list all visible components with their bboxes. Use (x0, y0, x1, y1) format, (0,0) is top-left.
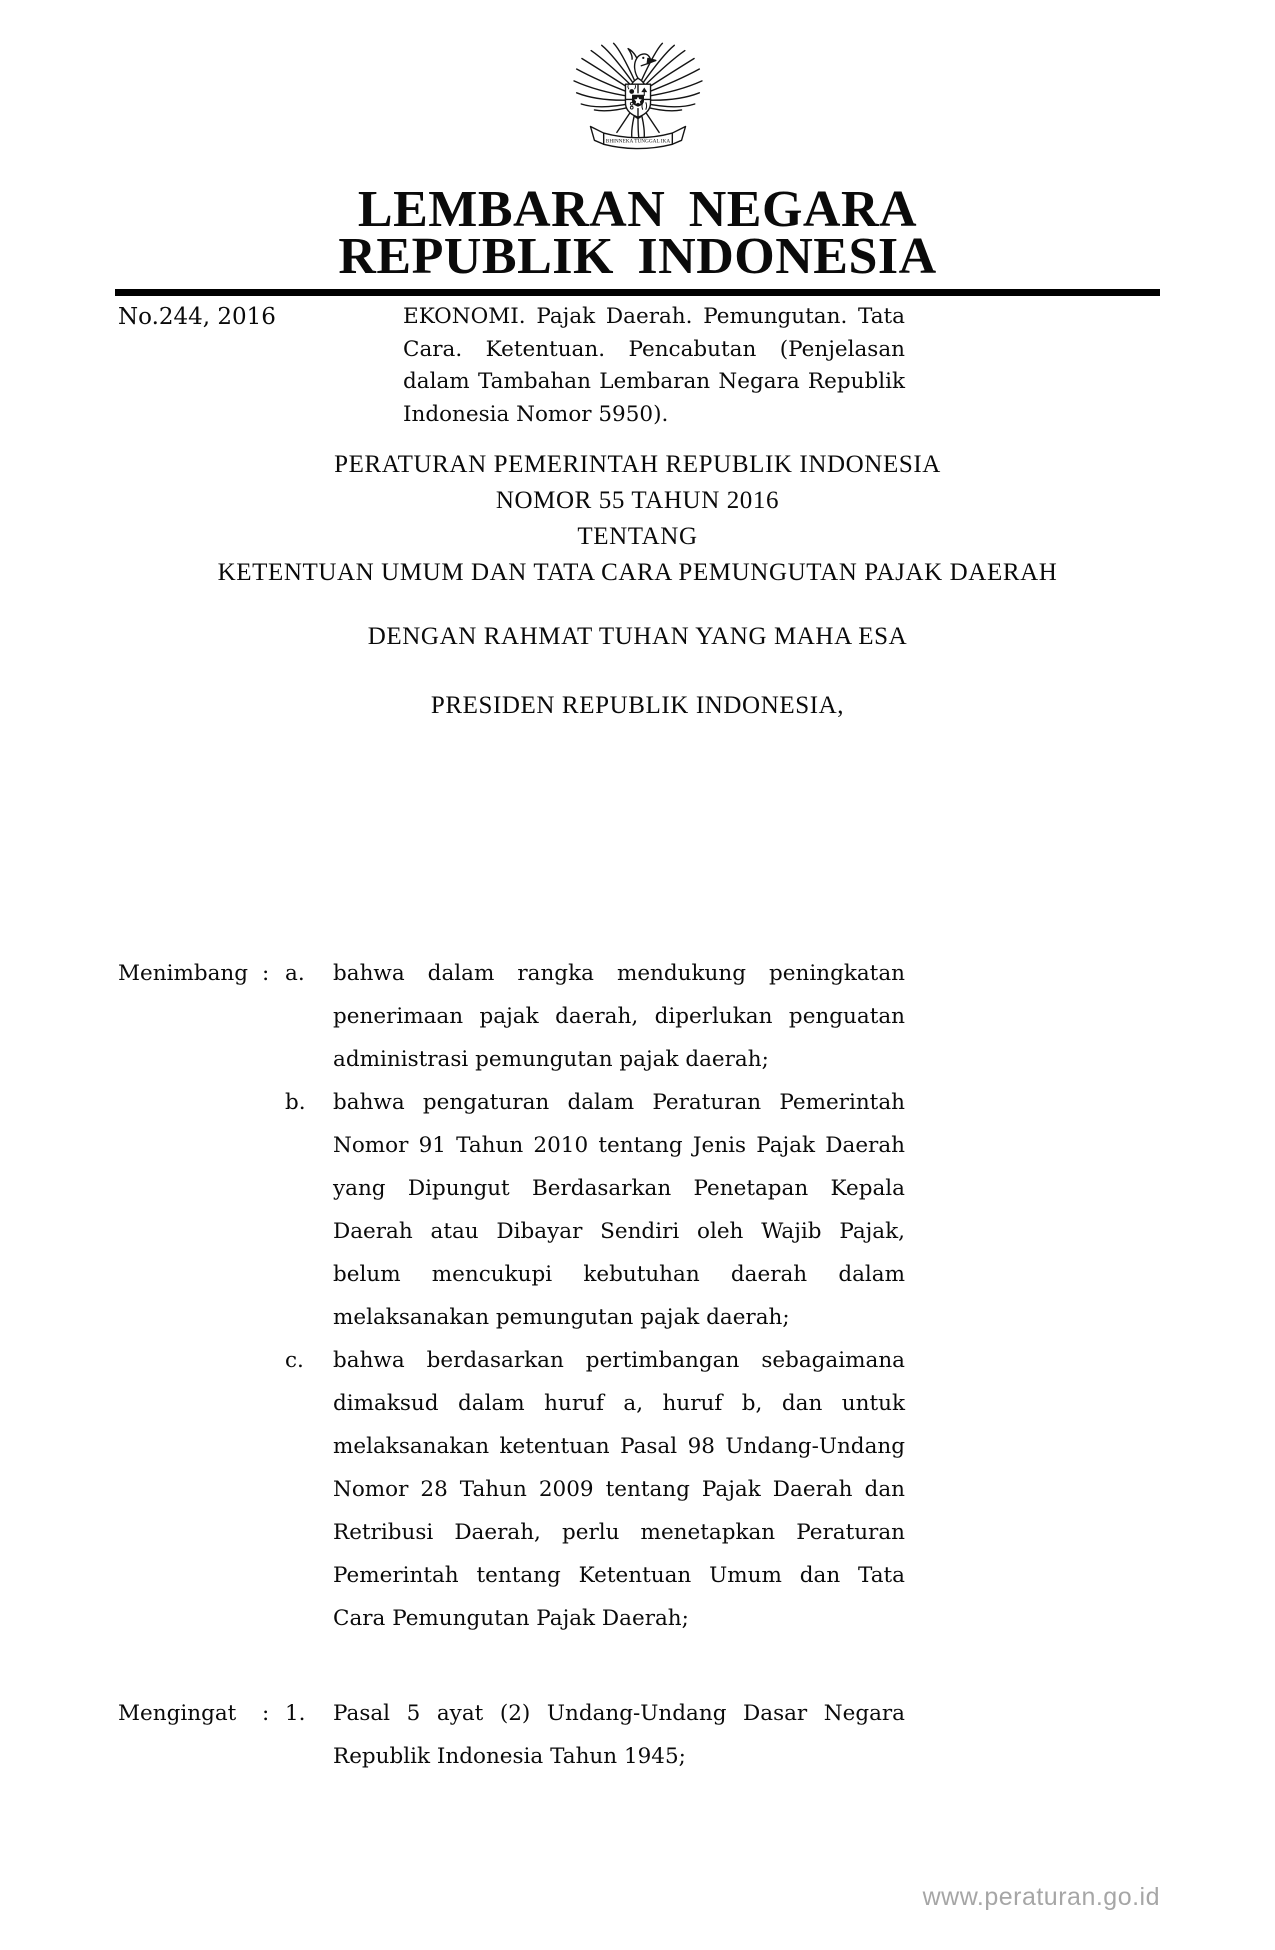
emblem-container (0, 0, 1275, 176)
regulation-headings (0, 447, 1275, 591)
gazette-subject: EKONOMI. Pajak Daerah. Pemungutan. Tata Cara. Ketentuan. Pencabutan (Penjelasan dalam Tambahan Lembaran Negara Republik Indonesia Nomor 5950). (403, 304, 905, 427)
garuda-pancasila-emblem (565, 40, 711, 172)
recalling-colon: : (262, 1701, 270, 1726)
masthead-title-line2: REPUBLIK INDONESIA (338, 228, 937, 285)
considering-item-b (285, 1081, 905, 1339)
gazette-number: No.244, 2016 (118, 304, 276, 330)
item-marker: b. (285, 1090, 306, 1115)
source-url-watermark: www.peraturan.go.id (922, 1883, 1160, 1911)
item-text: Pasal 5 ayat (2) Undang-Undang Dasar Negara Republik Indonesia Tahun 1945; (333, 1701, 905, 1769)
regulation-title: KETENTUAN UMUM DAN TATA CARA PEMUNGUTAN PAJAK DAERAH (217, 559, 1058, 586)
recalling-item-1 (285, 1692, 905, 1778)
authority-line: PRESIDEN REPUBLIK INDONESIA, (430, 692, 845, 719)
item-text: bahwa dalam rangka mendukung peningkatan penerimaan pajak daerah, diperlukan penguatan administrasi pemungutan pajak daerah; (333, 961, 905, 1072)
masthead-title (0, 181, 1275, 285)
emblem-motto-text: BHINNEKA TUNGGAL IKA (605, 138, 670, 145)
considering-label: Menimbang (118, 961, 249, 986)
masthead-divider-rule (115, 289, 1160, 296)
recalling-clause (118, 1692, 905, 1778)
eagle-head (628, 49, 656, 79)
pancasila-shield (625, 84, 650, 117)
considering-colon: : (262, 961, 270, 986)
considering-item-c (285, 1339, 905, 1640)
masthead-title-line1: LEMBARAN NEGARA (357, 181, 918, 238)
item-marker: c. (285, 1348, 304, 1373)
item-marker: a. (285, 961, 305, 986)
recalling-items (285, 1692, 905, 1778)
considering-items (285, 952, 905, 1640)
regulation-number: NOMOR 55 TAHUN 2016 (495, 487, 780, 514)
considering-clause (118, 952, 905, 1640)
item-text: bahwa berdasarkan pertimbangan sebagaimana dimaksud dalam huruf a, huruf b, dan untuk melaksanakan ketentuan Pasal 98 Undang-Undang Nomor 28 Tahun 2009 tentang Pajak Daerah dan Retribusi Daerah, perlu menetapkan Peraturan Pemerintah tentang Ketentuan Umum dan Tata Cara Pemungutan Pajak Daerah; (333, 1348, 905, 1631)
invocation-line: DENGAN RAHMAT TUHAN YANG MAHA ESA (367, 623, 908, 650)
item-text: bahwa pengaturan dalam Peraturan Pemerintah Nomor 91 Tahun 2010 tentang Jenis Pajak Daerah yang Dipungut Berdasarkan Penetapan Kepala Daerah atau Dibayar Sendiri oleh Wajib Pajak, belum mencukupi kebutuhan daerah dalam melaksanakan pemungutan pajak daerah; (333, 1090, 905, 1330)
regulation-type: PERATURAN PEMERINTAH REPUBLIK INDONESIA (334, 451, 941, 478)
recalling-label: Mengingat (118, 1701, 237, 1726)
item-marker: 1. (285, 1701, 306, 1726)
regulation-about-label: TENTANG (577, 523, 698, 550)
gazette-header (118, 301, 905, 431)
considering-item-a (285, 952, 905, 1081)
